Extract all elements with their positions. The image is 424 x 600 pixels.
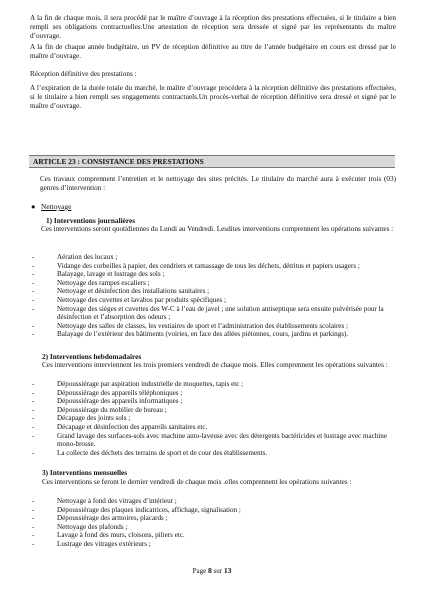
list-item: - Nettoyage des salles de classes, les vestiaires de sport et l’administration des établissements scolaires ; (32, 321, 348, 330)
list-monthly (30, 497, 396, 549)
section-intro-daily: Ces interventions seront quotidiennes du Lundi au Vendredi. Lesdites interventions comprennent les opérations suivantes : (41, 225, 394, 233)
footer-page-word: Page (192, 567, 207, 575)
list-item: - Nettoyage et désinfection des installations sanitaires ; (32, 287, 210, 296)
paragraph-annual-reception: A la fin de chaque année budgétaire, un PV de réception définitive au titre de l’année budgétaire en cours est dressé par le maître d’ouvrage. (30, 43, 396, 60)
section-heading-monthly: 3) Interventions mensuelles (42, 468, 128, 477)
section-heading-daily: 1) Interventions journalières (46, 216, 136, 225)
list-item: - Décapage et désinfection des appareils sanitaires etc. (32, 422, 208, 431)
list-item: - Dépoussiérage des appareils téléphoniques ; (32, 388, 183, 397)
bullet-dot-icon: ● (31, 202, 36, 211)
list-item: - Lustrage des vitrages extérieurs ; (32, 539, 151, 548)
list-item: - Balayage de l’extérieur des bâtiments (voiries, en face des allées piétonnes, cours, jardins et parkings). (32, 330, 349, 339)
article-intro: Ces travaux comprennent l’entretien et le nettoyage des sites précités. Le titulaire du marché aura à exécuter trois (03) genres d’intervention : (40, 175, 396, 192)
list-weekly (30, 380, 396, 457)
list-item: - Vidange des corbeilles à papier, des cendriers et ramassage de tous les déchets, détritus et papiers usagers ; (32, 261, 360, 270)
list-item: - Lavage à fond des murs, cloisons, piliers etc. (32, 531, 185, 540)
footer-sur-word: sur (213, 567, 223, 575)
nettoyage-heading (31, 202, 71, 211)
list-item: - Grand lavage des surfaces-sols avec machine auto-laveuse avec des détergents bactéricides et lustrage avec machine mono-brosse. (32, 431, 387, 449)
list-item: - La collecte des déchets des terrains de sport et de cour des établissements. (32, 448, 268, 457)
list-item: - Nettoyage des plafonds ; (32, 522, 128, 531)
list-item: - Nettoyage des sièges et cuvettes des W-C à l’eau de javel ; une solution antiseptique sera ensuite pulvérisée pour la désinfection et l’absorption des odeurs ; (32, 304, 384, 322)
paragraph-monthly-reception: A la fin de chaque mois, il sera procédé par le maître d’ouvrage à la réception des prestations effectuées, si le titulaire a bien rempli ses obligations contractuelles.Une attestation de réception sera dressée et signé par les représentants du maître d’ouvrage. (30, 14, 396, 40)
list-item: - Nettoyage des rampes escaliers ; (32, 278, 150, 287)
footer-page-number: 8 (207, 566, 212, 575)
reception-definitive-label: Réception définitive des prestations : (30, 70, 137, 78)
section-intro-monthly: Ces interventions se feront le dernier vendredi de chaque mois .elles comprennent les opérations suivantes : (42, 478, 352, 486)
list-item: - Dépoussiérage des armoires, placards ; (32, 514, 168, 523)
list-item: - Décapage des joints sols ; (32, 414, 131, 423)
list-item: - Dépoussiérage des plaques indicatrices, affichage, signalisation ; (32, 505, 241, 514)
article-heading-bar (29, 155, 395, 168)
list-item: - Nettoyage à fond des vitrages d’intérieur ; (32, 497, 177, 505)
list-item: - Nettoyage des cuvettes et lavabos par produits spécifiques ; (32, 295, 227, 304)
list-item: - Aération des locaux ; (32, 253, 118, 261)
section-heading-weekly: 2) Interventions hebdomadaires (42, 352, 142, 361)
list-item: - Balayage, lavage et lustrage des sols ; (32, 270, 165, 279)
list-daily (30, 253, 396, 339)
list-item: - Dépoussiérage par aspiration industrielle de moquettes, tapis etc ; (32, 380, 244, 388)
article-title: ARTICLE 23 : CONSISTANCE DES PRESTATIONS (33, 157, 204, 166)
list-item: - Dépoussiérage du mobilier de bureau ; (32, 405, 167, 414)
footer-page-total: 13 (223, 566, 232, 575)
page-footer (0, 566, 424, 575)
nettoyage-label: Nettoyage (41, 202, 72, 211)
paragraph-final-reception: A l’expiration de la durée totale du marché, le maître d’ouvrage procédera à la réception définitive des prestations effectuées, si le titulaire a bien rempli ses engagements contractuels.Un procès-verbal de réception définitive sera dressé et signé par le maître d’ouvrage. (30, 84, 396, 110)
list-item: - Dépoussiérage des appareils informatiques ; (32, 397, 183, 406)
section-intro-weekly: Ces interventions interviennent les trois premiers vendredi de chaque mois. Elles comprennent les opérations suivantes : (42, 361, 388, 369)
